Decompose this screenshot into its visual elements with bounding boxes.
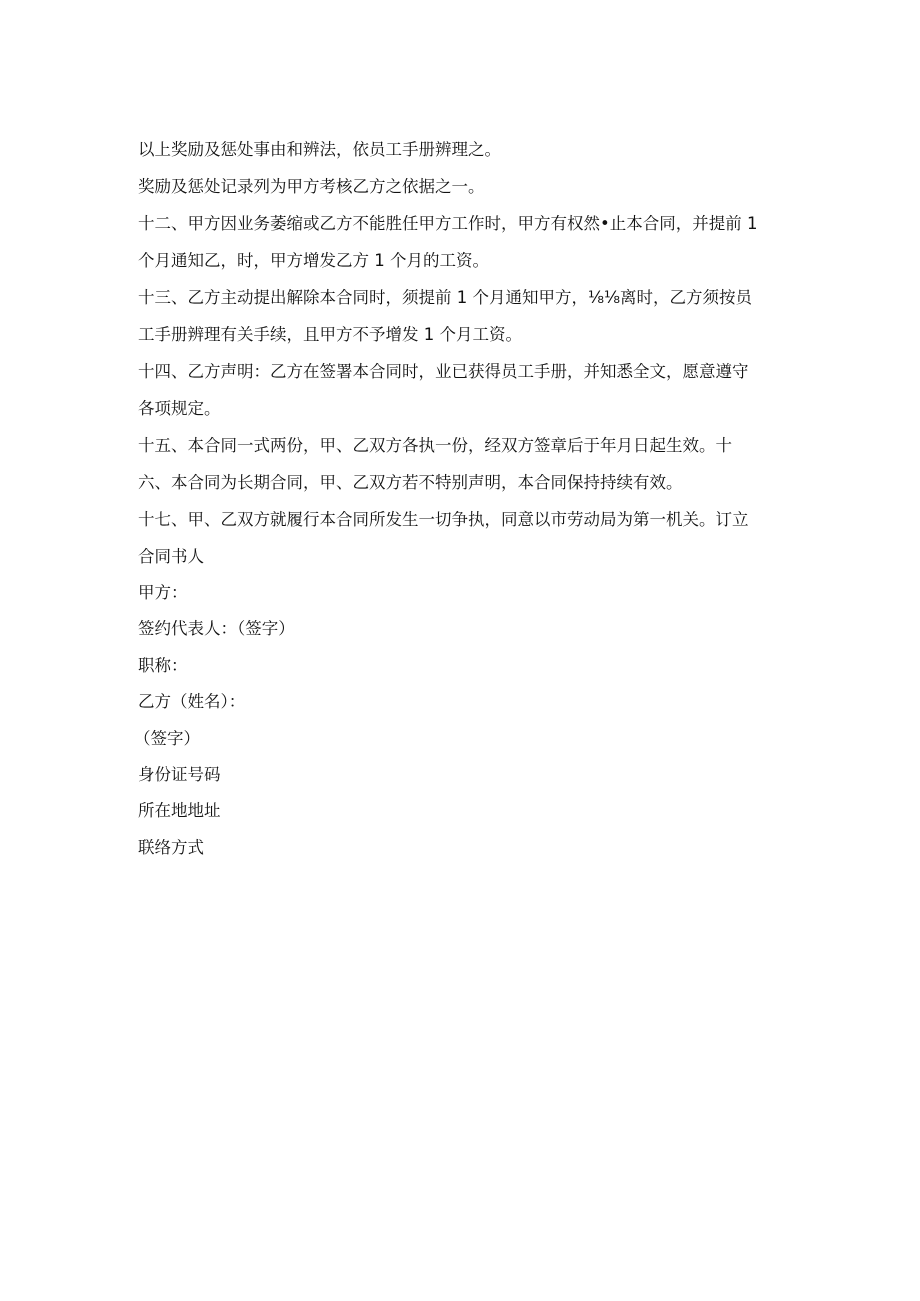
text-line: 十五、本合同一式两份，甲、乙双方各执一份，经双方签章后于年月日起生效。十 <box>138 436 732 455</box>
contract-page <box>134 131 788 866</box>
contact-label: 联络方式 <box>138 837 204 857</box>
title-label: 职称： <box>138 655 188 675</box>
clause-reward-record <box>138 168 788 205</box>
sign-label: （签字） <box>134 728 200 748</box>
clause-17 <box>138 501 788 575</box>
address-label: 所在地地址 <box>138 801 221 821</box>
text-line: 六、本合同为长期合同，甲、乙双方若不特别声明，本合同保持持续有效。 <box>138 473 683 492</box>
text-line: 各项规定。 <box>138 399 221 418</box>
clause-13 <box>138 279 788 353</box>
text-line: 以上奖励及惩处事由和辨法，依员工手册辨理之。 <box>138 140 501 159</box>
representative-label: 签约代表人：（签字） <box>138 619 295 639</box>
clause-reward-method <box>138 131 788 168</box>
id-number-label: 身份证号码 <box>138 765 221 785</box>
text-line: 合同书人 <box>138 547 204 566</box>
party-b-label: 乙方（姓名）： <box>138 692 246 712</box>
text-line: 十四、乙方声明：乙方在签署本合同时，业已获得员工手册，并知悉全文，愿意遵守 <box>138 362 749 381</box>
clause-12 <box>138 205 788 279</box>
party-a-label: 甲方： <box>138 583 188 602</box>
text-line: 十七、甲、乙双方就履行本合同所发生一切争执，同意以市劳动局为第一机关。订立 <box>138 510 749 529</box>
text-line: 工手册辨理有关手续，且甲方不予增发 1 个月工资。 <box>138 325 522 344</box>
signature-block <box>134 575 788 866</box>
text-line: 个月通知乙，时，甲方增发乙方 1 个月的工资。 <box>138 251 489 270</box>
text-line: 十三、乙方主动提出解除本合同时，须提前 1 个月通知甲方，⅛⅛离时，乙方须按员 <box>138 288 752 307</box>
text-line: 十二、甲方因业务萎缩或乙方不能胜任甲方工作时，甲方有权然•止本合同，并提前 1 <box>138 214 758 233</box>
clause-14 <box>138 353 788 427</box>
text-line: 奖励及惩处记录列为甲方考核乙方之依据之一。 <box>138 177 485 196</box>
clause-15-16 <box>138 427 788 501</box>
